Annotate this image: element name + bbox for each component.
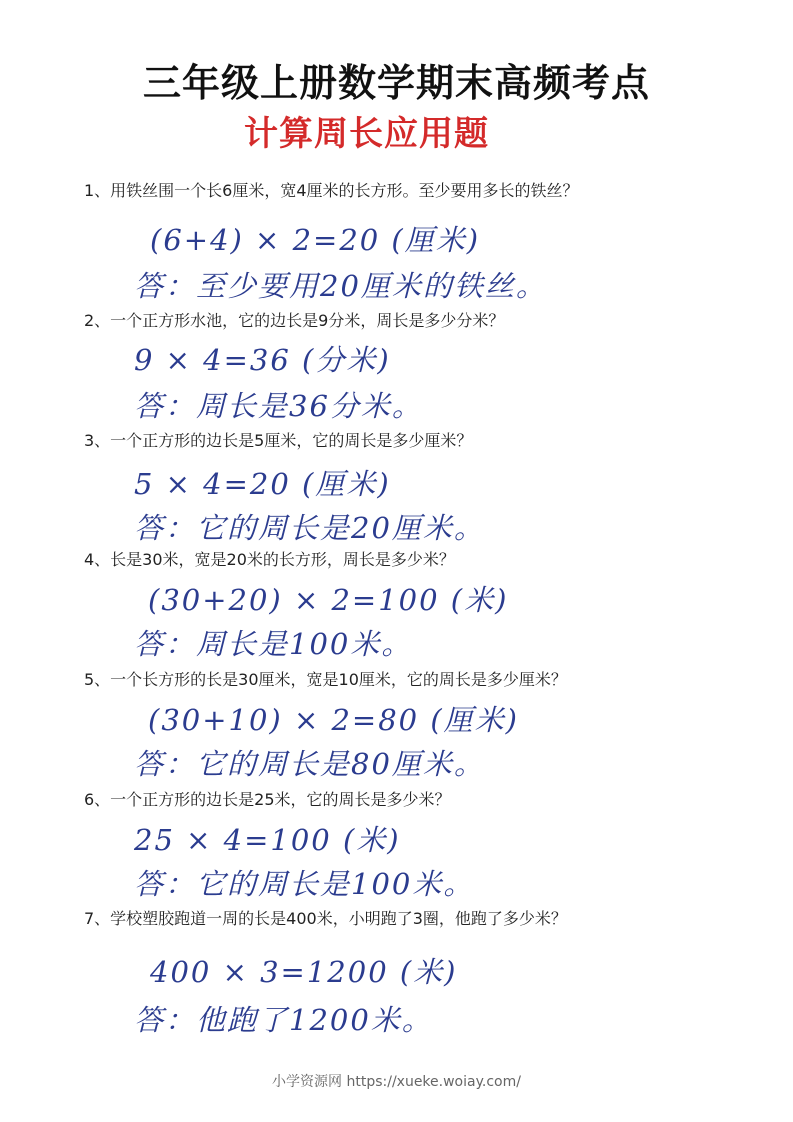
answer-6: 答：它的周长是100米。 <box>134 867 475 901</box>
answer-3: 答：它的周长是20厘米。 <box>134 511 485 545</box>
answer-1: 答：至少要用20厘米的铁丝。 <box>134 269 547 303</box>
question-6: 6、一个正方形的边长是25米，它的周长是多少米？ <box>84 790 451 809</box>
question-1: 1、用铁丝围一个长6厘米，宽4厘米的长方形。至少要用多长的铁丝？ <box>84 181 579 200</box>
page-title: 三年级上册数学期末高频考点 <box>142 61 650 105</box>
formula-6: 25 × 4=100 (米) <box>134 823 401 857</box>
question-4: 4、长是30米，宽是20米的长方形，周长是多少米？ <box>84 550 455 569</box>
answer-7: 答：他跑了1200米。 <box>134 1003 433 1037</box>
formula-7: 400 × 3=1200 (米) <box>150 955 458 989</box>
answer-5: 答：它的周长是80厘米。 <box>134 747 485 781</box>
formula-5: (30+10) × 2=80 (厘米) <box>148 703 519 737</box>
question-5: 5、一个长方形的长是30厘米，宽是10厘米，它的周长是多少厘米？ <box>84 670 567 689</box>
answer-2: 答：周长是36分米。 <box>134 389 423 423</box>
formula-4: (30+20) × 2=100 (米) <box>148 583 509 617</box>
page-subtitle: 计算周长应用题 <box>244 114 489 154</box>
formula-3: 5 × 4=20 (厘米) <box>134 467 391 501</box>
formula-1: (6+4) × 2=20 (厘米) <box>150 223 481 257</box>
footer-source-link[interactable]: 小学资源网 https://xueke.woiay.com/ <box>272 1074 521 1090</box>
formula-2: 9 × 4=36 (分米) <box>134 343 391 377</box>
question-2: 2、一个正方形水池，它的边长是9分米，周长是多少分米？ <box>84 311 505 330</box>
question-7: 7、学校塑胶跑道一周的长是400米，小明跑了3圈，他跑了多少米？ <box>84 909 567 928</box>
question-3: 3、一个正方形的边长是5厘米，它的周长是多少厘米？ <box>84 431 473 450</box>
answer-4: 答：周长是100米。 <box>134 627 413 661</box>
